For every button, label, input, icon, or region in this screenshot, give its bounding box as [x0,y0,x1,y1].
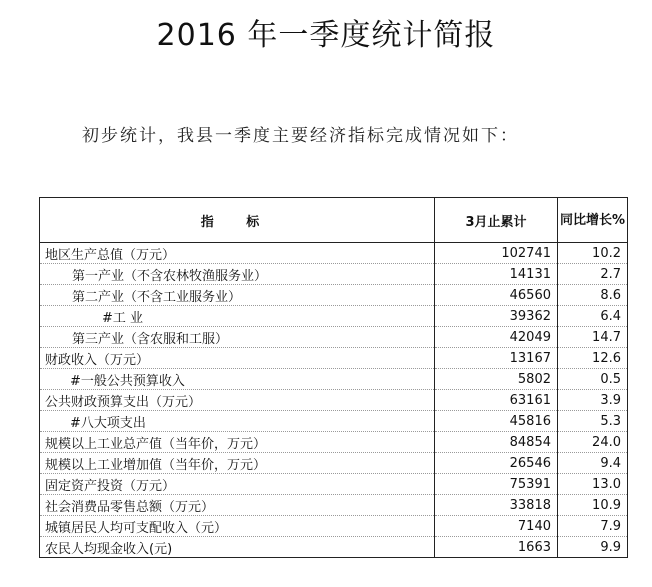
table-row [40,243,628,264]
table-row [40,348,628,369]
table-row [40,369,628,390]
yoy-growth-value: 2.7 [558,264,628,285]
indicator-name: 第三产业（含农服和工服） [40,327,435,348]
yoy-growth-value: 12.6 [558,348,628,369]
yoy-growth-value: 13.0 [558,474,628,495]
cumulative-value: 75391 [435,474,558,495]
indicator-name: 固定资产投资（万元） [40,474,435,495]
table-body [40,243,628,558]
indicator-name: 城镇居民人均可支配收入（元） [40,516,435,537]
indicator-name: 财政收入（万元） [40,348,435,369]
header-yoy-growth: 同比增长% [558,198,628,243]
table-row [40,306,628,327]
table-row [40,327,628,348]
indicator-name: #工 业 [40,306,435,327]
statistics-table [39,197,628,558]
cumulative-value: 7140 [435,516,558,537]
cumulative-value: 45816 [435,411,558,432]
table-row [40,474,628,495]
cumulative-value: 13167 [435,348,558,369]
indicator-name: 公共财政预算支出（万元） [40,390,435,411]
indicator-name: 第二产业（不含工业服务业） [40,285,435,306]
indicator-name: 第一产业（不含农林牧渔服务业） [40,264,435,285]
yoy-growth-value: 14.7 [558,327,628,348]
yoy-growth-value: 5.3 [558,411,628,432]
yoy-growth-value: 9.4 [558,453,628,474]
indicator-name: 规模以上工业增加值（当年价，万元） [40,453,435,474]
table-row [40,516,628,537]
indicator-name: 农民人均现金收入(元) [40,537,435,558]
table-row [40,411,628,432]
table-header-row [40,198,628,243]
cumulative-value: 39362 [435,306,558,327]
cumulative-value: 63161 [435,390,558,411]
cumulative-value: 26546 [435,453,558,474]
cumulative-value: 102741 [435,243,558,264]
indicator-name: 社会消费品零售总额（万元） [40,495,435,516]
table-row [40,495,628,516]
header-cumulative: 3月止累计 [435,198,558,243]
cumulative-value: 5802 [435,369,558,390]
indicator-name: 规模以上工业总产值（当年价，万元） [40,432,435,453]
indicator-name: #一般公共预算收入 [40,369,435,390]
table-row [40,390,628,411]
header-indicator: 指 标 [40,198,435,243]
table-row [40,264,628,285]
page-title: 2016 年一季度统计简报 [156,18,496,53]
intro-paragraph: 初步统计，我县一季度主要经济指标完成情况如下： [82,126,519,146]
cumulative-value: 1663 [435,537,558,558]
yoy-growth-value: 3.9 [558,390,628,411]
cumulative-value: 42049 [435,327,558,348]
cumulative-value: 14131 [435,264,558,285]
yoy-growth-value: 7.9 [558,516,628,537]
cumulative-value: 84854 [435,432,558,453]
indicator-name: #八大项支出 [40,411,435,432]
yoy-growth-value: 10.9 [558,495,628,516]
indicator-name: 地区生产总值（万元） [40,243,435,264]
yoy-growth-value: 0.5 [558,369,628,390]
yoy-growth-value: 6.4 [558,306,628,327]
cumulative-value: 33818 [435,495,558,516]
table-row [40,453,628,474]
table-row [40,285,628,306]
yoy-growth-value: 9.9 [558,537,628,558]
table-row [40,432,628,453]
yoy-growth-value: 24.0 [558,432,628,453]
table-row [40,537,628,558]
yoy-growth-value: 8.6 [558,285,628,306]
cumulative-value: 46560 [435,285,558,306]
yoy-growth-value: 10.2 [558,243,628,264]
